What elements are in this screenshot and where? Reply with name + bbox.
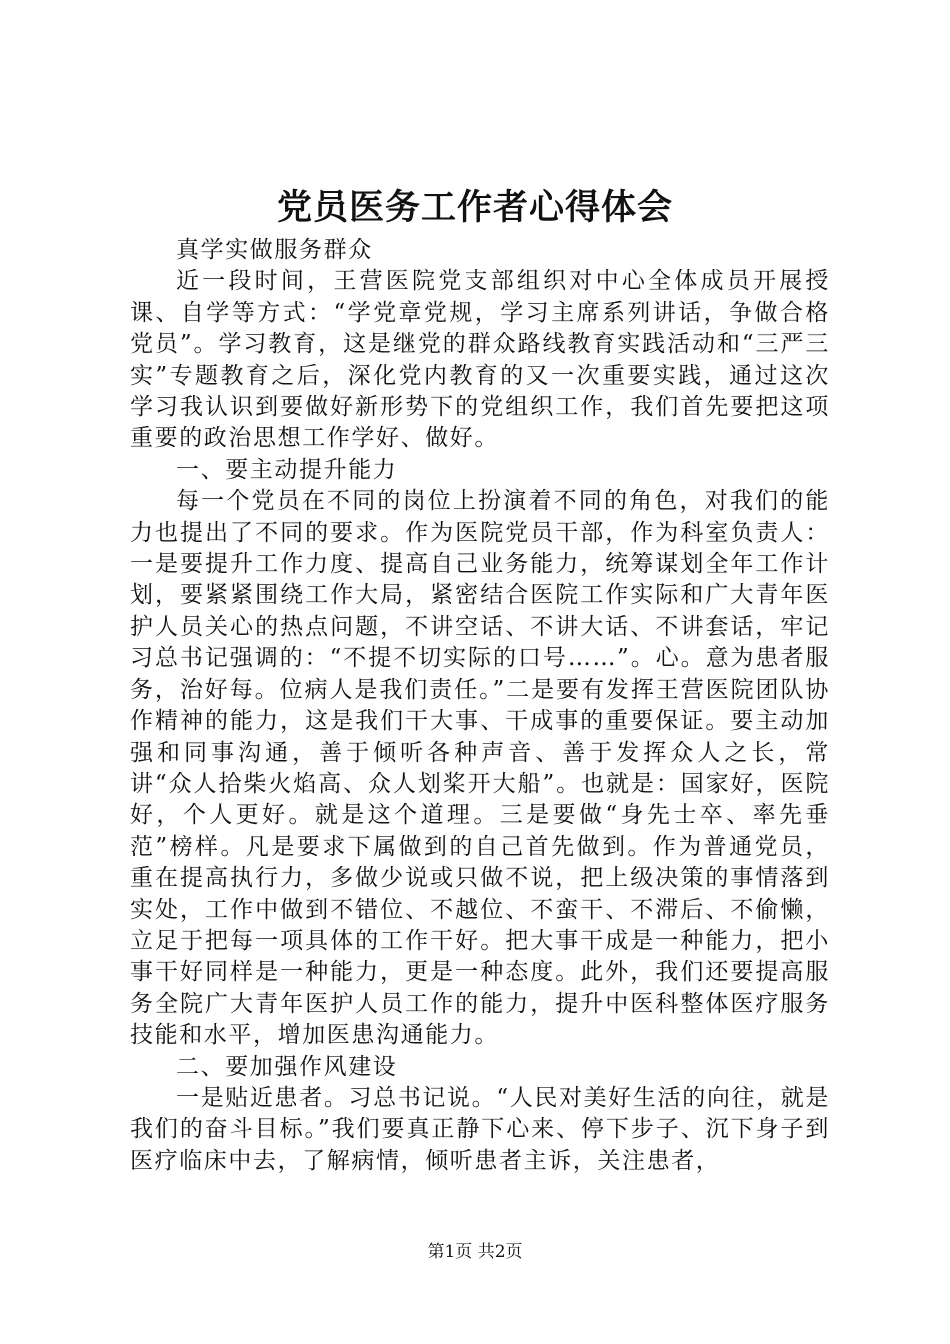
section-heading-ability: 一、要主动提升能力	[176, 456, 398, 483]
page-number-footer: 第1页 共2页	[427, 1242, 523, 1262]
section-paragraph-work-style: 一是贴近患者。习总书记说。“人民对美好生活的向往，就是我们的奋斗目标。”我们要真正静下心来、停下步子、沉下身子到医疗临床中去，了解病情，倾听患者主诉，关注患者，	[130, 1084, 830, 1174]
intro-paragraph: 近一段时间，王营医院党支部组织对中心全体成员开展授课、自学等方式：“学党章党规，学习主席系列讲话，争做合格党员”。学习教育，这是继党的群众路线教育实践活动和“三严三实”专题教育之后，深化党内教育的又一次重要实践，通过这次学习我认识到要做好新形势下的党组织工作，我们首先要把这项重要的政治思想工作学好、做好。	[130, 268, 830, 452]
document-title: 党员医务工作者心得体会	[276, 187, 673, 228]
document-body	[130, 235, 830, 1177]
section-paragraph-ability: 每一个党员在不同的岗位上扮演着不同的角色，对我们的能力也提出了不同的要求。作为医院党员干部，作为科室负责人：一是要提升工作力度、提高自己业务能力，统筹谋划全年工作计划，要紧紧围绕工作大局，紧密结合医院工作实际和广大青年医护人员关心的热点问题，不讲空话、不讲大话、不讲套话，牢记习总书记强调的：“不提不切实际的口号……”。心。意为患者服务，治好每。位病人是我们责任。”二是要有发挥王营医院团队协作精神的能力，这是我们干大事、干成事的重要保证。要主动加强和同事沟通，善于倾听各种声音、善于发挥众人之长，常讲“众人拾柴火焰高、众人划桨开大船”。也就是：国家好，医院好，个人更好。就是这个道理。三是要做“身先士卒、率先垂范”榜样。凡是要求下属做到的自己首先做到。作为普通党员，重在提高执行力，多做少说或只做不说，把上级决策的事情落到实处，工作中做到不错位、不越位、不蛮干、不滞后、不偷懒，立足于把每一项具体的工作干好。把大事干成是一种能力，把小事干好同样是一种能力，更是一种态度。此外，我们还要提高服务全院广大青年医护人员工作的能力，提升中医科整体医疗服务技能和水平，增加医患沟通能力。	[130, 488, 830, 1049]
document-subtitle: 真学实做服务群众	[176, 237, 373, 263]
section-heading-work-style: 二、要加强作风建设	[176, 1053, 398, 1080]
